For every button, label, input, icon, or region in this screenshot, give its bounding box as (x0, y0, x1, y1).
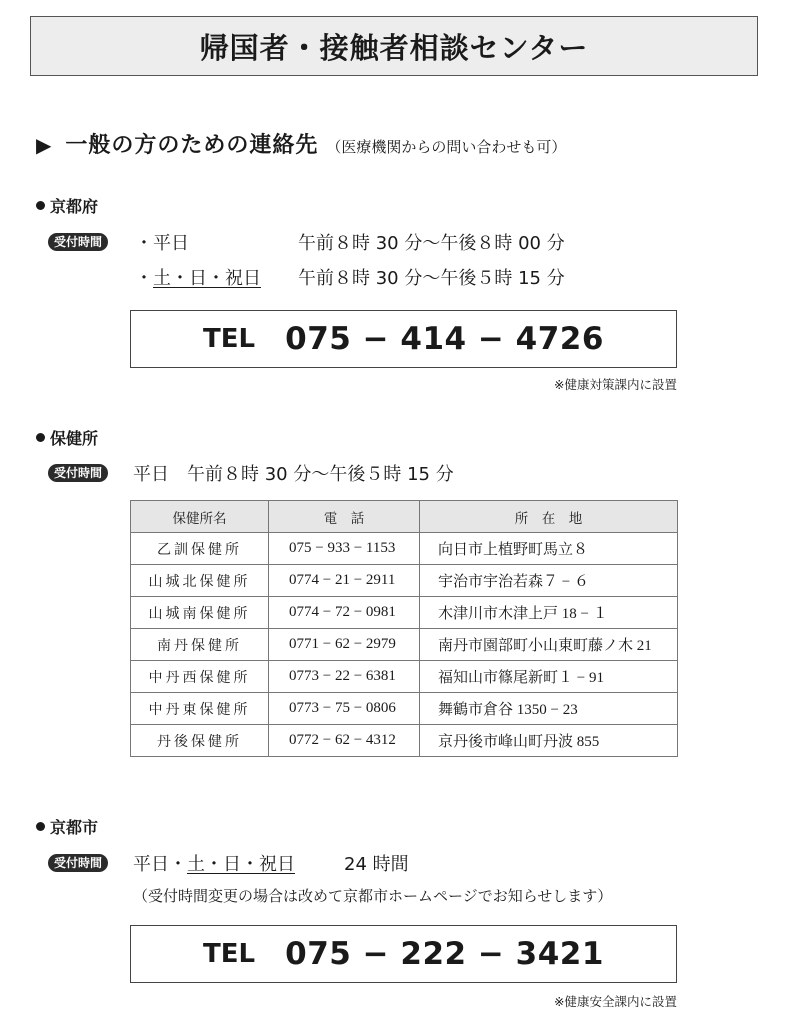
center-name: 丹後保健所 (131, 725, 269, 757)
center-phone[interactable]: 0773 − 22 − 6381 (269, 661, 420, 693)
center-address: 舞鶴市倉谷 1350 − 23 (420, 693, 678, 725)
kyoto-pref-label: 京都府 (36, 194, 98, 217)
kyoto-city-tel-number[interactable]: 075 − 222 − 3421 (285, 936, 604, 972)
header-phone: 電 話 (269, 501, 420, 533)
center-name: 山城北保健所 (131, 565, 269, 597)
section-heading (36, 128, 566, 159)
center-address: 向日市上植野町馬立８ (420, 533, 678, 565)
tel-label: TEL (203, 939, 256, 969)
table-row (131, 565, 678, 597)
table-row (131, 693, 678, 725)
table-row (131, 533, 678, 565)
kyoto-city-tel-box (130, 925, 677, 983)
kyoto-city-hours-badge: 受付時間 (48, 854, 108, 872)
kyoto-city-hours: 24 時間 (344, 854, 409, 875)
bullet-icon (36, 201, 45, 210)
play-triangle-icon: ▶ (36, 133, 52, 157)
center-name: 乙訓保健所 (131, 533, 269, 565)
table-row (131, 629, 678, 661)
health-centers-label: 保健所 (36, 426, 98, 449)
kyoto-pref-weekend-label: ・土・日・祝日 (135, 268, 261, 289)
kyoto-pref-weekday-hours: 午前８時 30 分〜午後８時 00 分 (298, 233, 565, 254)
tel-label: TEL (203, 324, 256, 354)
kyoto-city-paren-note: （受付時間変更の場合は改めて京都市ホームページでお知らせします） (133, 887, 613, 905)
table-row (131, 661, 678, 693)
center-address: 宇治市宇治若森７ − ６ (420, 565, 678, 597)
center-address: 南丹市園部町小山東町藤ノ木 21 (420, 629, 678, 661)
health-centers-table (130, 500, 678, 757)
kyoto-pref-note: ※健康対策課内に設置 (554, 377, 677, 392)
center-address: 福知山市篠尾新町１ − 91 (420, 661, 678, 693)
center-phone[interactable]: 0772 − 62 − 4312 (269, 725, 420, 757)
kyoto-pref-weekend-hours: 午前８時 30 分〜午後５時 15 分 (298, 268, 565, 289)
center-address: 京丹後市峰山町丹波 855 (420, 725, 678, 757)
kyoto-pref-tel-number[interactable]: 075 − 414 − 4726 (285, 321, 604, 357)
bullet-icon (36, 822, 45, 831)
health-centers-hours: 平日 午前８時 30 分〜午後５時 15 分 (133, 464, 454, 485)
kyoto-city-days: 平日・土・日・祝日 (133, 854, 295, 875)
center-name: 南丹保健所 (131, 629, 269, 661)
center-address: 木津川市木津上戸 18 − １ (420, 597, 678, 629)
center-phone[interactable]: 075 − 933 − 1153 (269, 533, 420, 565)
center-phone[interactable]: 0774 − 72 − 0981 (269, 597, 420, 629)
center-name: 中丹東保健所 (131, 693, 269, 725)
section-heading-note: （医療機関からの問い合わせも可） (326, 138, 567, 156)
center-phone[interactable]: 0773 − 75 − 0806 (269, 693, 420, 725)
table-row (131, 597, 678, 629)
center-name: 山城南保健所 (131, 597, 269, 629)
kyoto-pref-weekday-label: ・平日 (135, 233, 189, 254)
center-phone[interactable]: 0771 − 62 − 2979 (269, 629, 420, 661)
bullet-icon (36, 433, 45, 442)
center-name: 中丹西保健所 (131, 661, 269, 693)
header-name: 保健所名 (131, 501, 269, 533)
kyoto-pref-tel-box (130, 310, 677, 368)
health-centers-hours-badge: 受付時間 (48, 464, 108, 482)
kyoto-city-note: ※健康安全課内に設置 (554, 994, 677, 1009)
center-phone[interactable]: 0774 − 21 − 2911 (269, 565, 420, 597)
header-address: 所 在 地 (420, 501, 678, 533)
table-header-row (131, 501, 678, 533)
kyoto-pref-hours-badge: 受付時間 (48, 233, 108, 251)
section-heading-text: 一般の方のための連絡先 (65, 133, 319, 158)
kyoto-city-label: 京都市 (36, 815, 98, 838)
table-row (131, 725, 678, 757)
page-title: 帰国者・接触者相談センター (30, 16, 758, 76)
